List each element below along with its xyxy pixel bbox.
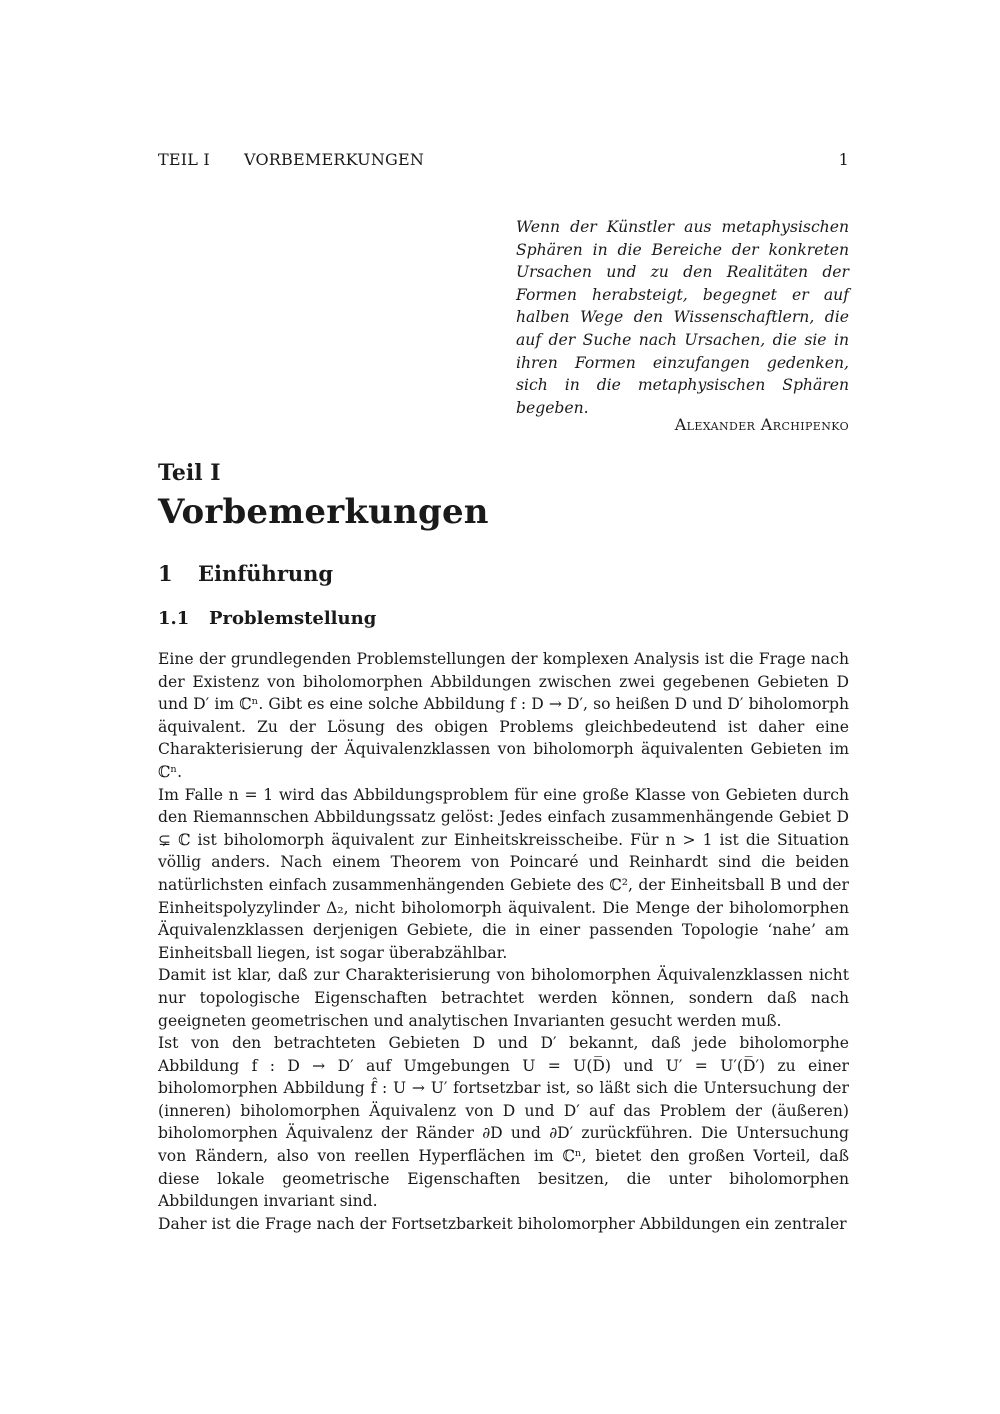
section-title: Einführung	[198, 561, 334, 586]
running-header	[158, 150, 849, 172]
section-heading	[158, 561, 333, 586]
header-title: VORBEMERKUNGEN	[244, 150, 425, 169]
epigraph-author: Alexander Archipenko	[674, 415, 849, 434]
paragraph: Damit ist klar, daß zur Charakterisierung von biholomorphen Äquivalenzklassen nicht nur topologische Eigenschaften betrachtet werden können, sondern daß nach geeigneten geometrischen und analytischen Invarianten gesucht werden muß.	[158, 966, 849, 1030]
paragraph: Im Falle n = 1 wird das Abbildungsproblem für eine große Klasse von Gebieten durch den Riemannschen Abbildungssatz gelöst: Jedes einfach zusammenhängende Gebiet D ⊊ ℂ ist biholomorph äquivalent zur Einheitskreisscheibe. Für n > 1 ist die Situation völlig anders. Nach einem Theorem von Poincaré und Reinhardt sind die beiden natürlichsten einfach zusammenhängenden Gebiete des ℂ², der Einheitsball B und der Einheitspolyzylinder Δ₂, nicht biholomorph äquivalent. Die Menge der biholomorphen Äquivalenzklassen derjenigen Gebiete, die in einer passenden Topologie ‘nahe’ am Einheitsball liegen, ist sogar überabzählbar.	[158, 785, 849, 962]
paragraph: Eine der grundlegenden Problemstellungen der komplexen Analysis ist die Frage nach der Existenz von biholomorphen Abbildungen zwischen zwei gegebenen Gebieten D und D′ im ℂⁿ. Gibt es eine solche Abbildung f : D → D′, so heißen D und D′ biholomorph äquivalent. Zu der Lösung des obigen Problems gleichbedeutend ist daher eine Charakterisierung der Äquivalenzklassen von biholomorph äquivalenten Gebieten im ℂⁿ.	[158, 650, 849, 781]
document-page	[158, 0, 849, 1414]
subsection-number: 1.1	[158, 608, 190, 629]
body-text	[158, 648, 849, 1235]
paragraph: Ist von den betrachteten Gebieten D und D′ bekannt, daß jede biholomorphe Abbildung f : D → D′ auf Umgebungen U = U(D̅) und U′ = U′(D̅′) zu einer biholomorphen Abbildung f̂ : U → U′ fortsetzbar ist, so läßt sich die Untersuchung der (inneren) biholomorphen Äquivalenz von D und D′ auf das Problem der (äußeren) biholomorphen Äquivalenz der Ränder ∂D und ∂D′ zurückführen. Die Untersuchung von Rändern, also von reellen Hyperflächen im ℂⁿ, bietet den großen Vorteil, daß diese lokale geometrische Eigenschaften besitzen, die unter biholomorphen Abbildungen invariant sind.	[158, 1034, 849, 1211]
subsection-heading	[158, 608, 376, 629]
paragraph: Daher ist die Frage nach der Fortsetzbarkeit biholomorpher Abbildungen ein zentraler	[158, 1214, 847, 1233]
section-number: 1	[158, 561, 173, 586]
part-label: Teil I	[158, 460, 221, 486]
epigraph-quote: Wenn der Künstler aus metaphysischen Sphären in die Bereiche der konkreten Ursachen und zu den Realitäten der Formen herabsteigt, begegnet er auf halben Wege den Wissenschaftlern, die auf der Suche nach Ursachen, die sie in ihren Formen einzufangen gedenken, sich in die metaphysischen Sphären begeben.	[516, 218, 849, 417]
header-part: TEIL I	[158, 150, 210, 169]
page-number: 1	[838, 150, 849, 169]
part-title: Vorbemerkungen	[158, 492, 489, 532]
subsection-title: Problemstellung	[209, 608, 377, 629]
